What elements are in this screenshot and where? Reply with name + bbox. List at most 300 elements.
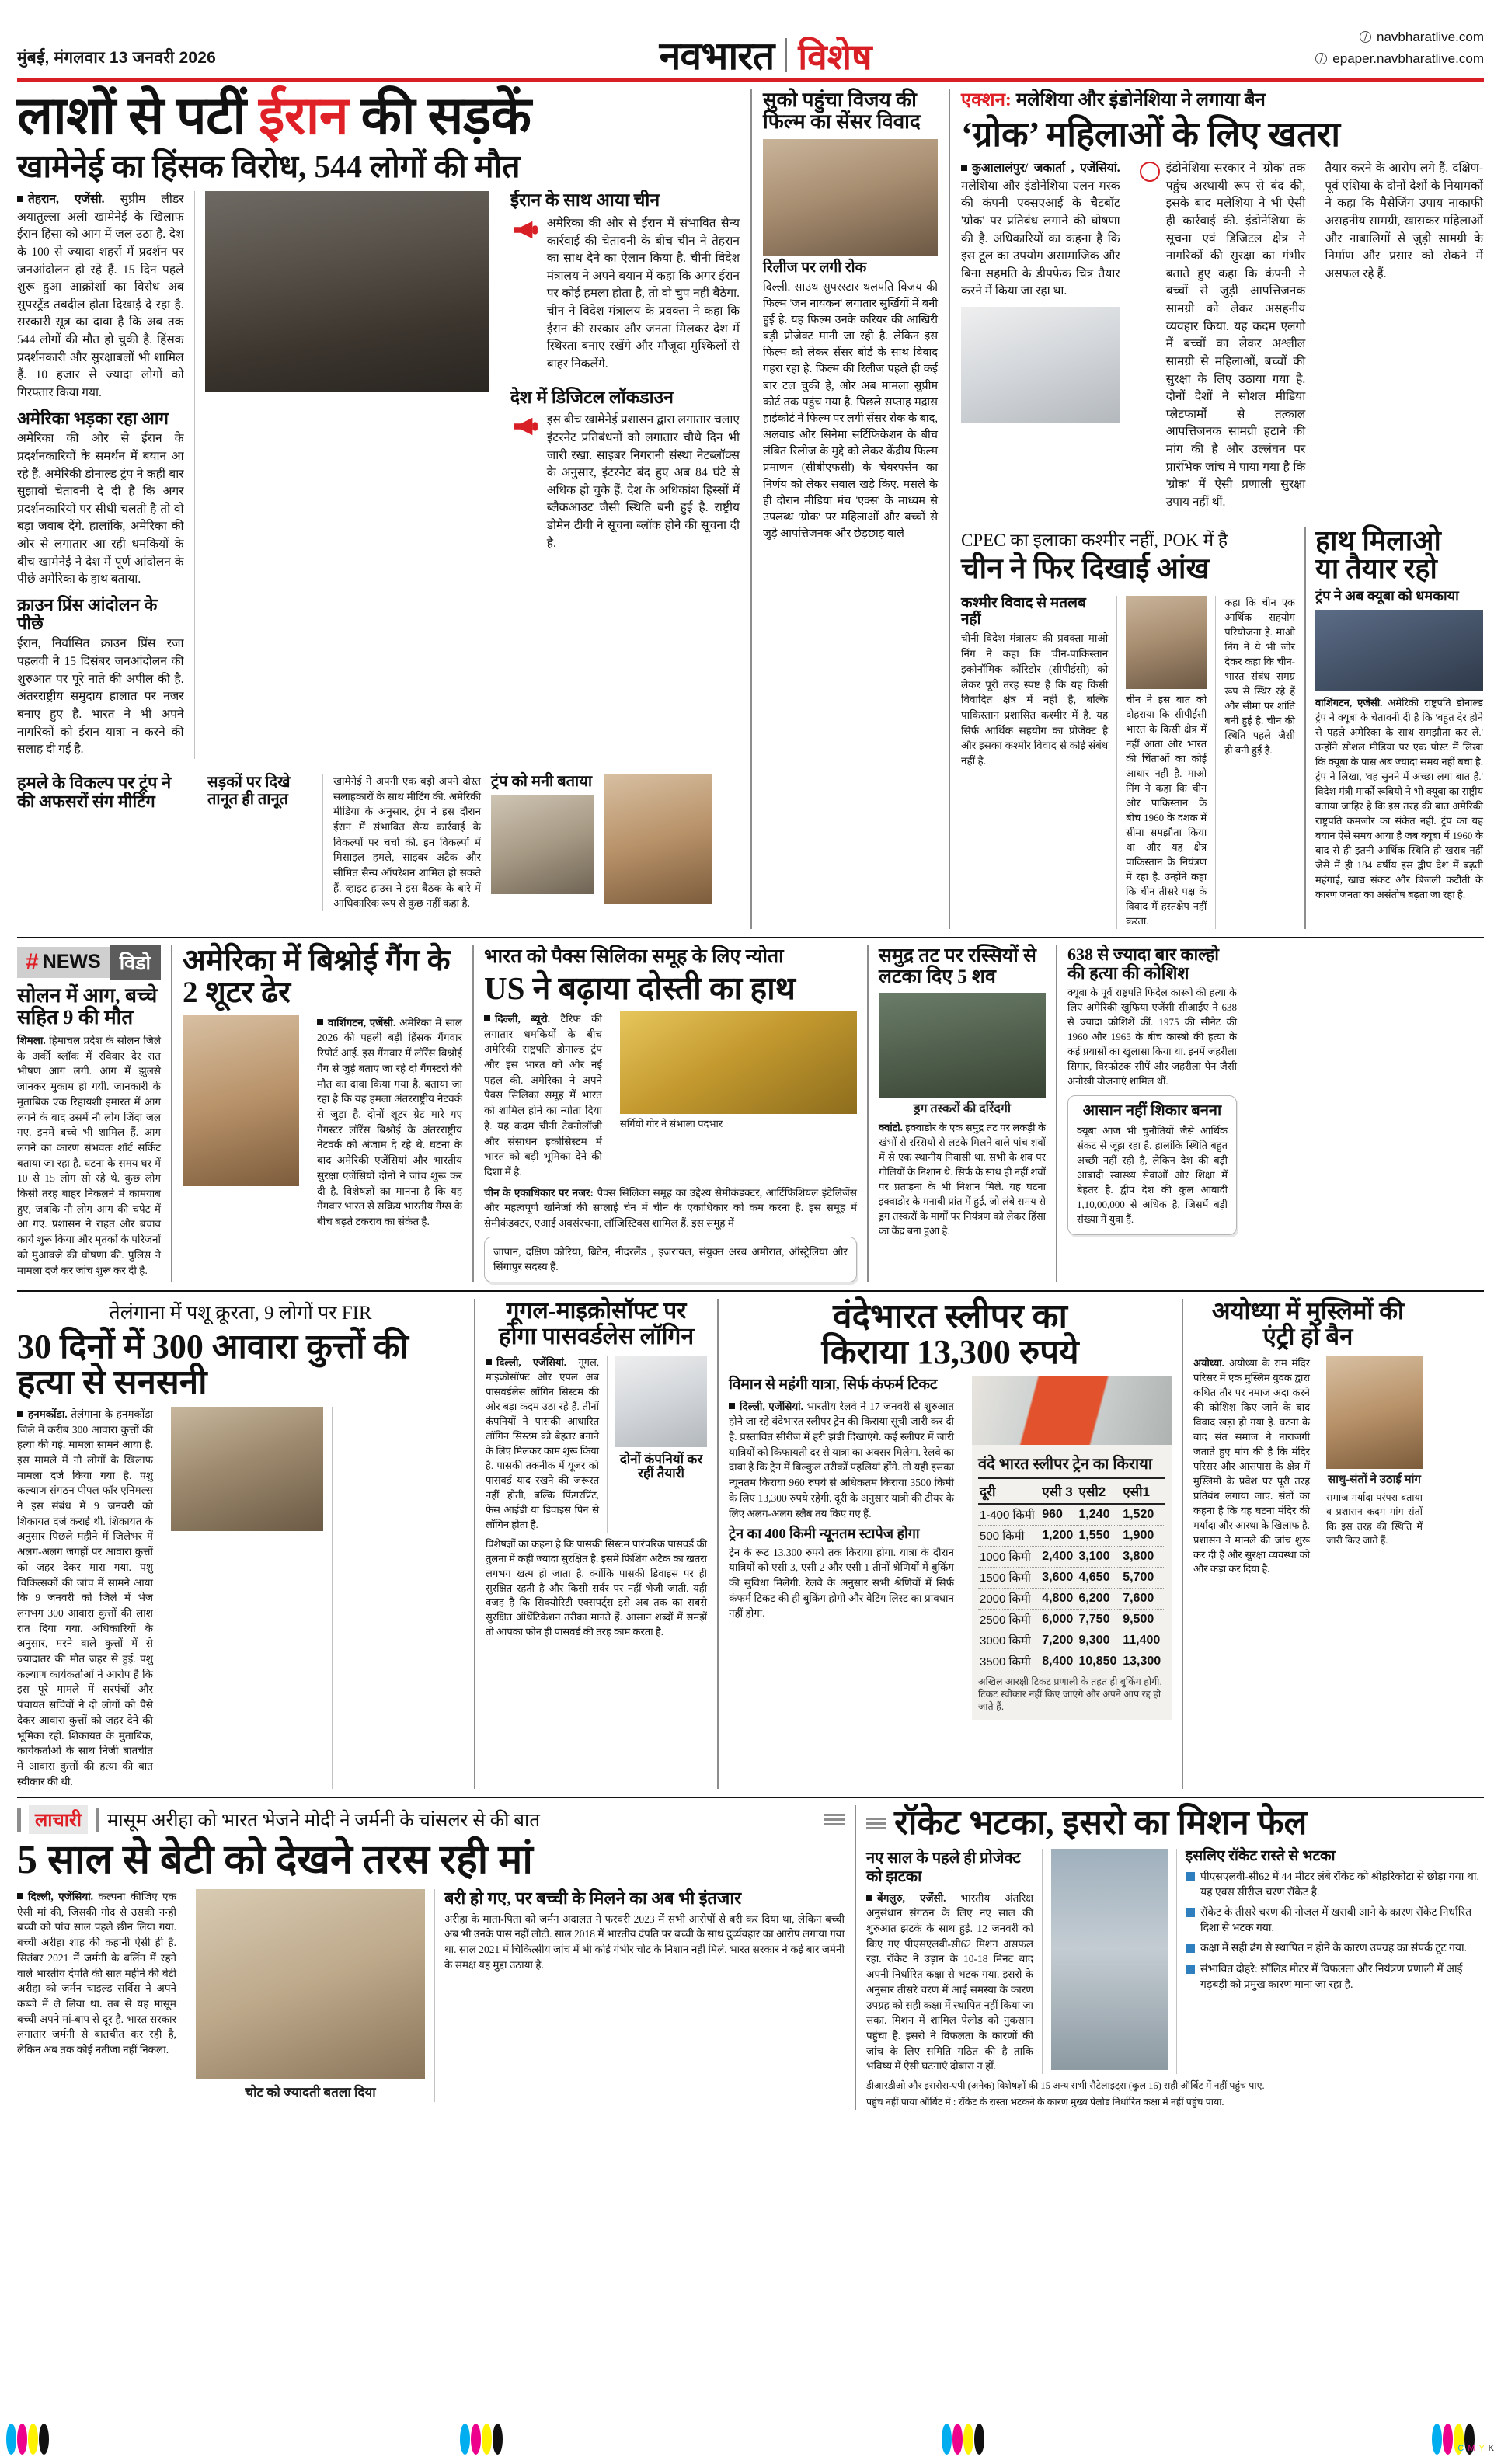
arihaa-caption: चोट को ज्यादती बतला दिया: [245, 2084, 376, 2100]
cell-ac2: 1,550: [1077, 1525, 1121, 1546]
arihaa-row: [17, 1889, 845, 2102]
trump-box-1: [17, 774, 186, 911]
cell-ac2: 3,100: [1077, 1546, 1121, 1567]
vijay-story: [763, 89, 938, 929]
isro-headline: रॉकेट भटका, इसरो का मिशन फेल: [894, 1804, 1308, 1843]
column-divider: [1215, 596, 1216, 929]
vijay-body: दिल्ली. साउथ सुपरस्टार थलपति विजय की फिल्म 'जन नायकन' लगातार सुर्खियों में बनी हुई है. यह फिल्म उनके करियर की आखिरी बड़ी प्रोजेक्ट मानी जा रही है. लेकिन इस फिल्म को लेकर सेंसर बोर्ड के साथ विवाद गहरा रहा है. फिल्म की रिलीज पहले ही कई बार टल चुकी है, और अब मामला सुप्रीम कोर्ट तक पहुंच गया है. पिछले सप्ताह मद्रास हाईकोर्ट ने फिल्म पर लगी सेंसर रोक के बाद, अलवाड और सिनेमा सर्टिफिकेशन के बीच लंबित रिलीज के मुद्दे को लेकर केंद्रीय फिल्म प्रमाणन (सीबीएफसी) के चेयरपर्सन का निर्णय को लेकर सवाल खड़े किए. मसले के ही दौरान मीडिया मंच 'एक्स' के माध्यम से उपलब्ध 'ग्रोक' पर महिलाओं और बच्चों से जुड़े आपत्तिजनक और छेड़छाड़ वाले: [763, 280, 939, 541]
cell-ac1: 1,900: [1121, 1525, 1165, 1546]
bishnoi-body-text: अमेरिका में साल 2026 की पहली बड़ी हिंसक गैंगवार रिपोर्ट आई. इस गैंगवार में लॉरेंस बिश्नोई गैंग से जुड़े बताए जा रहे दो गैंगस्टरों की मौत का दावा किया गया है. बताया जा रहा है कि यह हमला अंतरराष्ट्रीय नेटवर्क से जुड़ा है. दोनों शूटर ग्रेट मारे गए गैंगस्टर लॉरेंस बिश्नोई के अंतरराष्ट्रीय नेटवर्क को अंजाम दे रहे थे. घटना के बाद अमेरिकी एजेंसियां और भारतीय सुरक्षा एजेंसियों दोनों ने जांच शुरू कर दी है. विशेषज्ञों का मानना है कि यह गैंगवार भारत से सक्रिय भारतीय गैंग्स के बीच बढ़ते टकराव का संकेत है.: [317, 1016, 462, 1227]
fare-col-ac1: एसी1: [1121, 1478, 1165, 1504]
vande-row: [729, 1376, 1172, 1720]
trump-box-3-title: ट्रंप को मनी बताया: [491, 772, 592, 790]
google-col-1: [486, 1356, 599, 1533]
vijay-photo: [763, 139, 938, 256]
google-sub-title: दोनों कंपनियों कर रहीं तैयारी: [619, 1451, 703, 1481]
fare-table: [978, 1450, 1165, 1672]
cpec-kicker: CPEC का इलाका कश्मीर नहीं, POK में है: [961, 530, 1228, 550]
trump-box-2: [207, 774, 312, 911]
bishnoi-dateline: वाशिंगटन, एजेंसी.: [328, 1016, 396, 1028]
logo-divider: [785, 38, 787, 72]
cuba-box2: [1067, 1095, 1237, 1234]
arihaa-dateline: दिल्ली, एजेंसियां.: [28, 1890, 94, 1902]
section-divider: [717, 1299, 719, 1789]
edition-date: मुंबई, मंगलवार 13 जनवरी 2026: [17, 49, 216, 67]
hash-icon: #: [26, 948, 39, 975]
cmyk-label: [1457, 2444, 1495, 2453]
rope-body: [879, 1121, 1046, 1239]
cell-ac1: 11,400: [1121, 1630, 1165, 1651]
section-divider: [1056, 945, 1057, 1282]
isro-foot1: डीआरडीओ और इसरोस-एपी (अनेक) विशेषज्ञों की 15 अन्य सभी सैटेलाइट्स (कुल 16) सही ऑर्बिट में नहीं पहुंच पाए.: [866, 2080, 1265, 2092]
trump-box-2-title: सड़कों पर दिखे तानूत ही तानूत: [207, 773, 291, 809]
isro-kicker: नए साल के पहले ही प्रोजेक्ट को झटका: [866, 1849, 1021, 1885]
telangana-story: [17, 1299, 464, 1789]
arihaa-tag: लाचारी: [29, 1805, 88, 1834]
arihaa-col-2: [196, 1889, 425, 2102]
grok-kicker-text: मलेशिया और इंडोनेशिया ने लगाया बैन: [1011, 90, 1266, 110]
pacs-members: जापान, दक्षिण कोरिया, ब्रिटेन, नीदरलैंड , इजरायल, संयुक्त अरब अमीरात, ऑस्ट्रेलिया और सिंगापुर सदस्य हैं.: [493, 1245, 848, 1273]
website-link-row[interactable]: [1315, 26, 1484, 48]
ayodhya-story: [1193, 1299, 1423, 1789]
kicker-bar: [96, 1808, 99, 1832]
trump-box-4: [604, 774, 712, 911]
lead-story: [17, 86, 740, 929]
telangana-body: [17, 1407, 153, 1790]
bishnoi-story: [183, 945, 462, 1282]
cell-ac2: 10,850: [1077, 1651, 1121, 1672]
lead-headline-part1: लाशों से पटीं: [17, 86, 259, 145]
isro-kicker-row: [866, 1805, 1484, 1841]
circle-marker-icon: [1140, 162, 1160, 182]
lead-p1: सुप्रीम लीडर अयातुल्ला अली खामेनेई के खिलाफ ईरान हिंसा को आग में जल उठा है. देश के 100 से ज्यादा शहरों में प्रदर्शन पर जनआंदोलन हो रहे हैं. 15 दिन पहले शुरू हुआ आक्रोशों का विरोध अब सुपरट्रेंड तबदील होता दिखाई दे रहा है. सरकारी सूत्र का दावा है कि अब तक 544 लोगों की मौत हो चुकी है. हिंसक प्रदर्शनकारी और सुरक्षाबलों भी शामिल हैं. 10 हजार से ज्यादा लोगों को गिरफ्तार किया गया.: [17, 193, 184, 399]
news-tag-a: # NEWS: [17, 947, 110, 978]
section-rule: [17, 1797, 1484, 1798]
lead-body-row: [17, 191, 740, 759]
lead-subhead: खामेनेई का हिंसक विरोध, 544 लोगों की मौत: [17, 148, 521, 184]
ayodhya-dateline: अयोध्या.: [1193, 1356, 1224, 1369]
vande-table-col: [972, 1376, 1172, 1720]
bishnoi-text-col: [317, 1015, 462, 1230]
cell-ac1: 13,300: [1121, 1651, 1165, 1672]
cmyk-c: C: [1457, 2444, 1465, 2453]
grok-kicker-label: एक्शन:: [961, 90, 1012, 110]
lead-photo-bodies: [205, 191, 489, 392]
grok-headline: ‘ग्रोक’ महिलाओं के लिए खतरा: [961, 114, 1340, 154]
arihaa-body: [17, 1889, 176, 2058]
ayodhya-headline: अयोध्या में मुस्लिमों की एंट्री हो बैन: [1211, 1297, 1405, 1351]
column-divider: [332, 1407, 333, 1790]
cell-distance: 2500 किमी: [978, 1609, 1040, 1630]
fare-table-caption: वंदे भारत स्लीपर ट्रेन का किराया: [978, 1455, 1153, 1473]
china-body-row: [510, 215, 740, 374]
registration-mark: [460, 2424, 503, 2455]
cuba-side-boxes: [1067, 945, 1237, 1282]
vijay-title: सुको पहुंचा विजय की फिल्म का सेंसर विवाद: [763, 89, 921, 134]
table-row: [978, 1651, 1165, 1672]
cuba-headline-b: या तैयार रहो: [1315, 552, 1437, 584]
bullet-square-icon: [866, 1895, 872, 1901]
vande-dateline: दिल्ली, एजेंसियां.: [740, 1400, 804, 1412]
vande-headline-a: वंदेभारत स्लीपर का: [833, 1297, 1067, 1336]
trump-box-1-title: हमले के विकल्प पर ट्रंप ने की अफसरों संग मीटिंग: [17, 772, 172, 812]
column-divider: [1042, 1849, 1043, 2074]
cuba-body-text: अमेरिकी राष्ट्रपति डोनाल्ड ट्रंप ने क्यूबा के चेतावनी दी है कि 'बहुत देर होने से पहले अमेरिका के साथ समझौता कर लें.' उन्होंने सोशल मीडिया पर एक पोस्ट में लिखा कि क्यूबा के पास अब ज्यादा समय नहीं बचा है. ट्रंप ने लिखा, 'वह सुनने में अच्छा लगा बात है.' विदेश मंत्री मार्को रूबियो ने भी क्यूबा का राष्ट्रीय बताया जाहिर है कि इस तरह की बात अमेरिकी राष्ट्रपति कमजोर का संकेत नहीं. ट्रंप का यह बयान ऐसे समय आया है जब क्यूबा में 1960 के बाद से ही इतनी आर्थिक स्थिति ही खराब नहीं जैसे में ही 184 वर्षीय इस द्वीप देश में बढ़ती महंगाई, खाद्य संकट और बिजली कटौती के कारण जनता का असंतोष बढ़ता जा रहा है.: [1315, 697, 1483, 900]
table-row: [978, 1504, 1165, 1526]
cmyk-k: K: [1488, 2444, 1495, 2453]
cell-ac2: 7,750: [1077, 1609, 1121, 1630]
telangana-col-1: [17, 1407, 153, 1790]
lead-headline-part2: की सड़कें: [348, 86, 531, 145]
epaper-url: epaper.navbharatlive.com: [1332, 50, 1484, 66]
section-divider: [1304, 527, 1306, 929]
fare-table-note: अखिल आरक्षी टिकट प्रणाली के तहत ही बुकिंग होगी, टिकट स्वीकार नहीं किए जाएंगे और अपने आप रद्द हो जाते हैं.: [978, 1676, 1162, 1713]
cell-ac3: 3,600: [1040, 1567, 1077, 1588]
epaper-link-row[interactable]: [1315, 48, 1484, 70]
bishnoi-row: [183, 1015, 462, 1230]
pacs-col-2: [620, 1011, 857, 1180]
cpec-col-3: [1224, 596, 1295, 929]
arihaa-col-1: [17, 1889, 176, 2102]
grok-col-2: [1140, 160, 1306, 512]
lead-dateline: तेहरान, एजेंसी.: [28, 193, 105, 207]
cell-ac3: 7,200: [1040, 1630, 1077, 1651]
column-divider: [607, 1356, 608, 1533]
fare-col-distance: दूरी: [978, 1478, 1040, 1504]
cuba-box2-body: क्यूबा आज भी चुनौतियों जैसे आर्थिक संकट से जूझ रहा है. हालांकि स्थिति बहुत अच्छी नहीं रही है, लेकिन देश की बड़ी आबादी स्वास्थ्य सेवाओं और शिक्षा में बेहतर है. द्वीप देश की कुल आबादी 1,10,00,000 से अधिक है, जिसमें बड़ी संख्या में युवा हैं.: [1077, 1124, 1228, 1225]
arihaa-body-text: कल्पना कीजिए एक ऐसी मां की, जिसकी गोद से उसकी नन्ही बच्ची को पांच साल पहले छीन लिया गया. बच्ची अरीहा शाह की कहानी ऐसी ही है. सितंबर 2021 में जर्मनी के बर्लिन में रहने वाले भारतीय दंपति की सात महीने की बेटी अरीहा को जर्मन चाइल्ड सर्विस ने अपने कब्जे में ले लिया था. तब से यह मासूम बच्ची अपने मां-बाप से दूर है. भारत सरकार लगातार जर्मनी से बातचीत कर रही है, लेकिन अब तक कोई नतीजा नहीं निकला.: [17, 1890, 176, 2056]
lead-headline: [17, 86, 740, 145]
square-marker-icon: [1186, 1965, 1195, 1974]
cell-distance: 3500 किमी: [978, 1651, 1040, 1672]
solan-headline: सोलन में आग, बच्चे सहित 9 की मौत: [17, 983, 158, 1028]
arihaa-kicker: मासूम अरीहा को भारत भेजने मोदी ने जर्मनी के चांसलर से की बात: [106, 1811, 540, 1832]
telangana-dateline: हनमकोंडा.: [28, 1408, 68, 1420]
ayodhya-caption: साधु-संतों ने उठाई मांग: [1328, 1473, 1421, 1486]
pacs-members-box: [484, 1237, 857, 1282]
telangana-col-2: [171, 1407, 323, 1790]
section-divider: [949, 89, 950, 929]
megaphone-icon: [510, 412, 540, 552]
arihaa-sub-body: अरीहा के माता-पिता को जर्मन अदालत ने फरवरी 2023 में सभी आरोपों से बरी कर दिया था, लेकिन बच्ची अब भी उनके पास नहीं लौटी. साल 2018 में भारतीय दंपति पर बच्ची के साथ दुर्व्यवहार का आरोप लगाया गया था. साल 2021 में चिकित्सीय जांच में भी कोई गंभीर चोट के निशान नहीं मिले. भारत सरकार ने कई बार जर्मनी के समक्ष यह मुद्दा उठाया है.: [444, 1912, 845, 1971]
vande-body-text: भारतीय रेलवे ने 17 जनवरी से शुरुआत होने जा रहे वंदेभारत स्लीपर ट्रेन की किराया सूची जारी कर दी है. प्रस्तावित सीरीज में हरी झंडी दिखाएंगे. कई स्लीपर में जारी यात्रियों को किफायती दर से यात्रा का अवसर मिलेगा. रेलवे का दावा है कि ट्रेन में बिल्कुल तरीकों पहलियां होंगे. तो यही इसका न्यूनतम किराया 960 रुपये से अधिकतम किराया 3500 किमी के लिए 13,300 रुपये रहेगी. दूरी के अनुसार यात्री की टीयर के लिए अलग-अलग स्लैब तय किए गए हैं.: [729, 1400, 955, 1519]
globe-icon: [1315, 53, 1327, 64]
cuba-dateline: वाशिंगटन, एजेंसी.: [1315, 697, 1383, 709]
section-rule: [17, 1290, 1484, 1292]
pacs-photo: [620, 1011, 857, 1114]
cell-ac3: 2,400: [1040, 1546, 1077, 1567]
list-item: [1186, 1870, 1484, 1900]
cell-distance: 2000 किमी: [978, 1588, 1040, 1609]
list-item: [1186, 1941, 1484, 1957]
isro-col-2: [1051, 1849, 1168, 2074]
vande-headline-b: किराया 13,300 रुपये: [821, 1332, 1079, 1371]
ayodhya-body-text: अयोध्या के राम मंदिर परिसर में एक मुस्लिम युवक द्वारा कथित तौर पर नमाज अदा करने की कोशिश किए जाने के बाद विवाद खड़ा हो गया है. घटना के बाद संत समाज ने नाराजगी जताते हुए मांग की है कि मंदिर परिसर और आसपास के क्षेत्र में मुस्लिमों के प्रवेश पर पूरी तरह प्रतिबंध लगाया जाए. संतों का कहना है कि यह घटना मंदिर की मर्यादा और आस्था के खिलाफ है. प्रशासन ने मामले की जांच शुरू कर दी है और सुरक्षा व्यवस्था को और कड़ा कर दिया है.: [1193, 1356, 1311, 1575]
cell-ac1: 1,520: [1121, 1504, 1165, 1526]
cpec-body3: कहा कि चीन एक आर्थिक सहयोग परियोजना है. माओ निंग ने ये भी जोर देकर कहा कि चीन-भारत संबंध समग्र रूप से स्थिर रहे हैं और सीमा पर शांति बनी हुई है. चीन की स्थिति पहले जैसी ही बनी हुई है.: [1224, 597, 1295, 757]
news-video-tag[interactable]: [17, 945, 161, 980]
bishnoi-photo-col: [183, 1015, 299, 1230]
cpec-headline: चीन ने फिर दिखाई आंख: [961, 552, 1210, 585]
isro-body-text: भारतीय अंतरिक्ष अनुसंधान संगठन के लिए नए साल की शुरुआत झटके के साथ हुई. 12 जनवरी को किए गए पीएसएलवी-सी62 मिशन असफल रहा. रॉकेट ने उड़ान के 10-18 मिनट बाद अपनी निर्धारित कक्षा से भटक गया. इसरो के अनुसार तीसरे चरण में आई समस्या के कारण उपग्रह को सही कक्षा में स्थापित नहीं किया जा सका. मिशन में शामिल पेलोड को नुकसान पहुंचा है. इसरो ने विफलता के कारणों की जांच के लिए समिति गठित की है ताकि भविष्य में ऐसी घटनाएं दोबारा न हों.: [866, 1892, 1033, 2072]
pacs-body-text: टैरिफ की लगातार धमकियों के बीच अमेरिकी राष्ट्रपति डोनाल्ड ट्रंप और इस भारत को ओर नई पहल की. अमेरिका ने अपने पैक्स सिलिका समूह में भारत को शामिल होने का न्योता दिया है. यह कदम चीनी टेक्नोलॉजी और संसाधन इकोसिस्टम में भारत को बड़ी भूमिका देने की दिशा में है.: [484, 1012, 602, 1178]
grok-story: [961, 89, 1483, 929]
rope-photo: [879, 993, 1046, 1098]
logo-vishesh: विशेष: [798, 37, 872, 78]
isro-bullet-text: संभावित दोहरे: सॉलिड मोटर में विफलता और नियंत्रण प्रणाली में आई गड़बड़ी को प्रमुख कारण माना जा रहा है.: [1200, 1964, 1463, 1991]
isro-bullet-text: कक्षा में सही ढंग से स्थापित न होने के कारण उपग्रह का संपर्क टूट गया.: [1200, 1943, 1468, 1955]
cuba-body: [1315, 696, 1483, 903]
top-section: [17, 86, 1484, 929]
pacs-headline: US ने बढ़ाया दोस्ती का हाथ: [484, 969, 796, 1006]
square-marker-icon: [1186, 1944, 1195, 1953]
ayodhya-body2: समाज मर्यादा परंपरा बताया व प्रशासन कदम मांग संतों कि इस तरह की स्थिति में जारी किए जाते हैं.: [1326, 1492, 1423, 1546]
trump-box-3-body: खामेनेई ने अपनी एक बड़ी अपने दोस्त सलाहकारों के साथ मीटिंग की. अमेरिकी मीडिया के अनुसार, ट्रंप ने इस दौरान ईरान में संभावित सैन्य कार्रवाई के विकल्पों पर चर्चा की. इन विकल्पों में मिसाइल हमले, साइबर अटैक और सीमित सैन्य ऑपरेशन शामिल हो सकते हैं. व्हाइट हाउस ने इस बैठक के बारे में आधिकारिक रूप से कुछ नहीं कहा है.: [333, 774, 481, 910]
isro-foot2: पहुंच नहीं पाया ऑर्बिट में : रॉकेट के रास्ता भटकने के कारण मुख्य पेलोड निर्धारित कक्षा में नहीं पहुंच पाया.: [866, 2097, 1224, 2108]
menu-grip-icon: [866, 1818, 886, 1829]
china-block: [510, 191, 740, 211]
cuba-box1-title: 638 से ज्यादा बार काल्हो की हत्या की कोशिश: [1067, 944, 1220, 983]
digital-title: देश में डिजिटल लॉकडाउन: [510, 387, 674, 407]
rocket-photo: [1051, 1849, 1168, 2070]
bullet-square-icon: [17, 1893, 23, 1899]
cell-ac2: 4,650: [1077, 1567, 1121, 1588]
telangana-body-text: तेलंगाना के हनमकोंडा जिले में करीब 300 आवारा कुत्तों की हत्या की गई. मामला सामने आया है. इस मामले में नौ लोगों के खिलाफ मामला दर्ज किया गया है. पशु कल्याण संगठन पीपल फॉर एनिमल्स ने इस संबंध में 9 जनवरी को शिकायत दर्ज कराई थी. शिकायत के अनुसार पिछले महीने में जिलेभर में अलग-अलग जगहों पर आवारा कुत्तों को जहर देकर मारा गया. पशु चिकित्सकों की जांच में सामने आया कि 9 जनवरी को जिले में भेज लगभग 300 आवारा कुत्तों की लाश रात दिया गया. अधिकारियों के अनुसार, मरने वाले कुत्तों में से ज्यादातर की मौत जहर से हुई. पशु कल्याण कार्यकर्ताओं ने आरोप है कि इस पूरे मामले में सरपंचों और पंचायत सचिवों ने दो लोगों को पैसे देकर आवारा कुत्तों को जहर देने की भूमिका रही. शिकायत के मुताबिक, कार्यकर्ताओं के साथ निजी बातचीत में आवारा कुत्तों की हत्या की बात स्वीकार की थी.: [17, 1408, 153, 1787]
google-body-text: गूगल, माइक्रोसॉफ्ट और एपल अब पासवर्डलेस लॉगिन सिस्टम की ओर बड़ा कदम उठा रहे हैं. तीनों कंपनियों ने पासकी आधारित लॉगिन सिस्टम को बेहतर बनाने के लिए मिलकर काम शुरू किया है. पासकी तकनीक में यूजर को पासवर्ड याद रखने की जरूरत नहीं होती, बल्कि फिंगरप्रिंट, फेस आईडी या डिवाइस पिन से लॉगिन होता है.: [486, 1356, 600, 1530]
globe-icon: [1360, 31, 1371, 43]
telangana-col-3: [341, 1407, 464, 1790]
registration-color-bar: [0, 2424, 1501, 2458]
lead-sub-a-body: अमेरिका की ओर से ईरान के प्रदर्शनकारियों के समर्थन में बयान आ रहे हैं. अमेरिकी डोनाल्ड ट्रंप ने कहीं बार सुझावों चेतावनी दे दी है कि अगर प्रदर्शनकारियों पर सीधी चलती है तो वो बड़ा जवाब देंगे. हालांकि, अमेरिका की ओर से लगातार आ रही धमकियों के बीच खामेनेई ने देश में पूर्ण आंदोलन के पीछे अमेरिका के हाथ बताया.: [17, 432, 184, 586]
vande-sub-title: ट्रेन का 400 किमी न्यूनतम स्टापेज होगा: [729, 1526, 920, 1542]
table-row: [978, 1609, 1165, 1630]
cuba-story: [1315, 524, 1483, 929]
arihaa-col-3: [444, 1889, 845, 2102]
masthead-rule: [17, 78, 1484, 82]
cell-ac2: 9,300: [1077, 1630, 1121, 1651]
cpec-body2: चीन ने इस बात को दोहराया कि सीपीईसी भारत के किसी क्षेत्र में नहीं आता और भारत की चिंताओं का कोई आधार नहीं है. माओ निंग ने कहा कि चीन और पाकिस्तान के बीच 1960 के दशक में सीमा समझौता किया था और यह क्षेत्र पाकिस्तान के नियंत्रण में रहा है. उन्होंने कहा कि चीन तीसरे पक्ष के विवाद में हस्तक्षेप नहीं करता.: [1126, 694, 1207, 927]
bullet-square-icon: [961, 165, 967, 171]
china-body: अमेरिका की ओर से ईरान में संभावित सैन्य कार्रवाई की चेतावनी के बीच चीन ने तेहरान का साथ देने का ऐलान किया है. चीनी विदेश मंत्रालय ने अपने बयान में कहा कि अगर ईरान पर कोई हमला होता है, तो वो चुप नहीं बैठेगा. चीन ने विदेश मंत्रालय के प्रवक्ता ने कहा कि ईरान की सरकार और जनता मिलकर देश में स्थिरता बनाए रखेंगे और मौजूदा मुश्किलों से बाहर निकलेंगे.: [546, 216, 740, 371]
pacs-caption: सर्गियो गोर ने संभाला पदभार: [620, 1117, 723, 1129]
grok-col-1: [961, 160, 1120, 512]
section-divider: [474, 1299, 475, 1789]
pacs-story: [484, 945, 857, 1282]
trump-photo: [491, 795, 594, 894]
cell-ac1: 7,600: [1121, 1588, 1165, 1609]
pacs-row: [484, 1011, 857, 1180]
bullet-square-icon: [17, 196, 23, 202]
table-row: [978, 1588, 1165, 1609]
column-divider: [1116, 596, 1117, 929]
grok-dateline: कुआलालंपुर/ जकार्ता , एजेंसियां.: [972, 162, 1120, 176]
google-col-2: [615, 1356, 707, 1533]
arihaa-sub-title: बरी हो गए, पर बच्ची के मिलने का अब भी इंतजार: [444, 1888, 742, 1908]
registration-mark: [6, 2424, 49, 2455]
grok-kicker: [961, 89, 1483, 112]
pacs-kicker: भारत को पैक्स सिलिका समूह के लिए न्योता: [484, 945, 784, 967]
vande-body3: ट्रेन के रूट 13,300 रुपये तक किराया होगा. यात्रा के दौरान यात्रियों को एसी 3, एसी 2 और एसी 1 तीनों श्रेणियों में बुकिंग की सुविधा मिलेगी. रेलवे के अनुसार सभी श्रेणियों में सिर्फ कंफर्म टिकट की ही बुकिंग होगी और वेटिंग लिस्ट का प्रावधान नहीं होगा.: [729, 1546, 954, 1620]
section-divider: [855, 1805, 856, 2109]
lead-headline-highlight: ईरान: [259, 86, 349, 145]
kicker-bar: [17, 1808, 21, 1832]
solan-body: [17, 1033, 161, 1278]
menu-grip-icon: [824, 1814, 845, 1825]
fare-col-ac3: एसी 3: [1040, 1478, 1077, 1504]
cell-distance: 3000 किमी: [978, 1630, 1040, 1651]
grok-body-row: [961, 160, 1483, 512]
lead-sub-b-body: ईरान, निर्वासित क्राउन प्रिंस रजा पहलवी ने 15 दिसंबर जनआंदोलन की शुरुआत पर पूरे नाते की अपील की है. अंतरराष्ट्रीय समुदाय हालात पर नजर बनाए हुए है. भारत ने भी अपने नागरिकों को ईरान यात्रा न करने की सलाह दी गई है.: [17, 637, 184, 757]
bullet-square-icon: [486, 1359, 492, 1365]
cell-distance: 500 किमी: [978, 1525, 1040, 1546]
bullet-square-icon: [17, 1411, 23, 1417]
grok-p1-text: मलेशिया और इंडोनेशिया एलन मस्क की कंपनी एक्सएआई के चैटबॉट 'ग्रोक' पर प्रतिबंध लगाने की घोषणा की है. अधिकारियों का कहना है कि इस टूल का उपयोग असामाजिक और बिना सहमति के डीपफेक चित्र तैयार करने में किया जा रहा था.: [961, 179, 1120, 298]
isro-col-3: [1186, 1849, 1484, 2074]
isro-row: [866, 1849, 1484, 2074]
section-divider: [472, 945, 474, 1282]
website-url: navbharatlive.com: [1377, 29, 1484, 44]
grok-p1: [961, 160, 1120, 301]
google-dateline: दिल्ली, एजेंसियां.: [496, 1356, 567, 1368]
google-row: [486, 1356, 707, 1533]
bishnoi-photo: [183, 1015, 299, 1186]
cell-ac2: 6,200: [1077, 1588, 1121, 1609]
grok-app-photo: [961, 307, 1120, 423]
cpec-col-2: [1126, 596, 1207, 929]
isro-body: [866, 1891, 1033, 2074]
telangana-headline: 30 दिनों में 300 आवारा कुत्तों की हत्या से सनसनी: [17, 1328, 409, 1401]
grok-col-3: [1325, 160, 1483, 512]
ayodhya-body: [1193, 1356, 1310, 1578]
ayodhya-row: [1193, 1356, 1423, 1578]
cpec-body-row: [961, 596, 1295, 929]
fare-table-wrap: [972, 1445, 1172, 1720]
pacs-body: [484, 1011, 602, 1180]
isro-bullet-text: पीएसएलवी-सी62 में 44 मीटर लंबे रॉकेट को श्रीहरिकोटा से छोड़ा गया था. यह एक्स सीरीज चरण रॉकेट है.: [1200, 1871, 1479, 1898]
protest-photo: [604, 774, 712, 904]
grok-p2: इंडोनेशिया सरकार ने 'ग्रोक' तक पहुंच अस्थायी रूप से बंद की, इसके बाद मलेशिया ने भी ऐसी ही कार्रवाई की. इंडोनेशिया के सूचना एवं डिजिटल क्षेत्र ने नागरिकों की सुरक्षा का गंभीर बताते हुए कहा कि कंपनी ने बच्चों से जुड़ी आपत्तिजनक सामग्री को लेकर असहनीय व्यवहार किया. यह कदम एलगो में बच्चों का लेकर अश्लील सामग्री से महिलाओं, बच्चों की सुरक्षा के लिए उठाया गया है. दोनों देशों ने सोशल मीडिया प्लेटफार्मों से तत्काल आपत्तिजनक सामग्री हटाने की मांग की है और उल्लंघन पर प्रारंभिक जांच में पाया गया है कि 'ग्रोक' में ऐसी प्रणाली सुरक्षा उपाय नहीं थीं.: [1165, 162, 1306, 509]
vande-col-1: [729, 1376, 954, 1720]
section-divider: [1182, 1299, 1183, 1789]
trump-row: [17, 774, 740, 911]
section-divider: [867, 945, 869, 1282]
solan-body-text: हिमाचल प्रदेश के सोलन जिले के अर्की ब्लॉक में रविवार देर रात भीषण आग लगी. आग में झुलसे जानकर मुकाम हो गयी. जानकारी के मुताबिक एक रिहायशी इमारत में आग लगने के बाद उसमें नौ लोग जिंदा जल गए. इनमें बच्चे भी शामिल हैं. आग लगने का कारण संभवतः शॉर्ट सर्किट बताया जा रहा है. घटना के समय घर में 10 से 15 लोग सो रहे थे. कुछ लोग किसी तरह बाहर निकलने में कामयाब हुए, जबकि नौ लोग आग की चपेट में आ गए. प्रशासन ने राहत और बचाव कार्य शुरू किया और मृतकों के परिजनों को मुआवजे की घोषणा की. पुलिस ने मामला दर्ज कर जांच शुरू कर दी है.: [17, 1035, 162, 1276]
google-headline: गूगल-माइक्रोसॉफ्ट पर होगा पासवर्डलेस लॉगिन: [498, 1298, 695, 1349]
registration-mark: [942, 2424, 984, 2455]
cmyk-y: Y: [1478, 2444, 1485, 2453]
telangana-row: [17, 1407, 464, 1790]
cell-ac1: 9,500: [1121, 1609, 1165, 1630]
pacs-sub-row: [484, 1185, 857, 1231]
cpec-story: [961, 527, 1295, 929]
cuba-box2-title: आसान नहीं शिकार बनना: [1082, 1102, 1222, 1120]
column-divider: [434, 1889, 435, 2102]
vande-story: [729, 1299, 1172, 1789]
telangana-kicker: तेलंगाना में पशू क्रूरता, 9 लोगों पर FIR: [109, 1303, 372, 1324]
arihaa-headline: 5 साल से बेटी को देखने तरस रही मां: [17, 1838, 533, 1883]
cell-ac3: 8,400: [1040, 1651, 1077, 1672]
bullet-square-icon: [484, 1015, 490, 1021]
section-rule: [17, 937, 1484, 938]
cuba-photo: [1315, 610, 1483, 691]
isro-bullet-text: रॉकेट के तीसरे चरण की नोजल में खराबी आने के कारण रॉकेट निर्धारित दिशा से भटक गया.: [1200, 1907, 1472, 1934]
cuba-headline-a: हाथ मिलाओ: [1315, 524, 1441, 556]
ayodhya-col-2: [1326, 1356, 1423, 1578]
lead-col-3: [510, 191, 740, 759]
fare-col-ac2: एसी2: [1077, 1478, 1121, 1504]
cell-ac3: 960: [1040, 1504, 1077, 1526]
digital-body-row: [510, 412, 740, 552]
table-row: [978, 1567, 1165, 1588]
solan-dateline: शिमला.: [17, 1035, 46, 1047]
vande-body: [729, 1399, 954, 1522]
cuba-box1-body: क्यूबा के पूर्व राष्ट्रपति फिदेल कास्त्रो की हत्या के लिए अमेरिकी खुफिया एजेंसी सीआईए ने 638 से ज्यादा कोशिशें कीं. 1975 की सीनेट की 1960 और 1965 के बीच कास्त्रो की हत्या के कई प्रयासों का खुलासा किया था. इनमें जहरीला सिगार, विस्फोटक सीपें और जहरीला पेन जैसी अनोखी योजनाएं शामिल थीं.: [1067, 987, 1237, 1088]
stray-dogs-photo: [171, 1407, 323, 1531]
cell-distance: 1500 किमी: [978, 1567, 1040, 1588]
lead-col-2: [205, 191, 489, 759]
china-title: ईरान के साथ आया चीन: [510, 190, 660, 211]
column-divider: [1176, 1849, 1177, 2074]
digital-body: इस बीच खामेनेई प्रशासन द्वारा लगातार चलाए इंटरनेट प्रतिबंधनों को लगातार चौथे दिन भी जारी रखा. साइबर निगरानी संस्था नेटब्लॉक्स के अनुसार, इंटरनेट बंद हुए अब 84 घंटे से अधिक हो चुके हैं. देश के अधिकांश हिस्सों में ब्लैकआउट जैसी स्थिति बनी हुई है. राष्ट्रीय डोमेन टीवी ने सूचना ब्लॉक होने की सूचना दी है.: [546, 413, 740, 550]
pacs-sub: [484, 1185, 857, 1231]
rope-dateline: क्वांटो.: [879, 1122, 903, 1134]
table-row: [978, 1630, 1165, 1651]
masthead-links: [1315, 26, 1484, 71]
bishnoi-headline: अमेरिका में बिश्नोई गैंग के 2 शूटर ढेर: [183, 943, 451, 1009]
subhead-america: अमेरिका भड़का रहा आग: [17, 408, 169, 428]
cuba-kicker: ट्रंप ने अब क्यूबा को धमकाया: [1315, 587, 1459, 604]
cell-ac3: 4,800: [1040, 1588, 1077, 1609]
ayodhya-col-1: [1193, 1356, 1310, 1578]
table-row: [978, 1525, 1165, 1546]
pacs-sub-col: [484, 1185, 857, 1231]
cpec-subtitle: कश्मीर विवाद से मतलब नहीं: [961, 595, 1086, 628]
sadhu-photo: [1326, 1356, 1423, 1469]
pacs-sub-title: चीन के एकाधिकार पर नजर:: [484, 1186, 594, 1199]
solan-story: [17, 945, 161, 1282]
masthead: [17, 14, 1484, 78]
passwordless-photo: [615, 1356, 707, 1447]
bottom-section: [17, 1805, 1484, 2109]
cell-ac3: 6,000: [1040, 1609, 1077, 1630]
logo-navbharat: नवभारत: [659, 33, 775, 78]
google-body: [486, 1356, 599, 1533]
rope-body-text: इक्वाडोर के एक समुद्र तट पर लकड़ी के खंभों से रस्सियों से लटके मिलने वाले पांच शवों में से एक स्थानीय निवासी था. सभी के शव पर गोलियों के निशान थे. सिर्फ के साथ ही नहीं शवों पर प्रताड़ना के भी निशान मिले. यह घटना इक्वाडोर के मनाबी प्रांत में हुई, जो लंबे समय से ड्रग तस्करों के मार्गों पर नियंत्रण को लेकर हिंसा का केंद्र बना हुआ है.: [879, 1122, 1047, 1237]
google-story: [486, 1299, 707, 1789]
bullet-square-icon: [317, 1019, 323, 1025]
google-sub-body: विशेषज्ञों का कहना है कि पासकी सिस्टम पारंपरिक पासवर्ड की तुलना में कहीं ज्यादा सुरक्षित है. इसमें फिशिंग अटैक का खतरा लगभग खत्म हो जाता है, क्योंकि पासकी डिवाइस पर ही सुरक्षित रहती है और किसी सर्वर पर नहीं भेजी जाती. यही वजह है कि सिक्योरिटी एक्सपर्ट्स इसे अब तक का सबसे सुरक्षित ऑथेंटिकेशन तरीका मानते हैं. आसान शब्दों में समझें तो आपका फोन ही पासवर्ड की तरह काम करता है.: [486, 1537, 707, 1638]
rope-caption: ड्रग तस्करों की दरिंदगी: [913, 1101, 1012, 1115]
column-divider: [322, 774, 323, 911]
isro-story: [866, 1805, 1484, 2109]
fare-table-header-row: [978, 1478, 1165, 1504]
bullet-square-icon: [729, 1403, 735, 1409]
pacs-col-1: [484, 1011, 602, 1180]
isro-sub-title: इसलिए रॉकेट रास्ते से भटका: [1186, 1847, 1336, 1864]
trump-box-3: [491, 774, 594, 911]
square-marker-icon: [1186, 1908, 1195, 1917]
vijay-release-title: रिलीज पर लगी रोक: [763, 259, 867, 277]
cell-distance: 1000 किमी: [978, 1546, 1040, 1567]
arihaa-story: [17, 1805, 845, 2109]
cell-ac3: 1,200: [1040, 1525, 1077, 1546]
table-row: [978, 1546, 1165, 1567]
cell-ac1: 5,700: [1121, 1567, 1165, 1588]
rope-story: [879, 945, 1046, 1282]
masthead-logo[interactable]: [659, 33, 872, 78]
arihaa-photo: [196, 1889, 425, 2079]
cmyk-m: M: [1468, 2444, 1476, 2453]
